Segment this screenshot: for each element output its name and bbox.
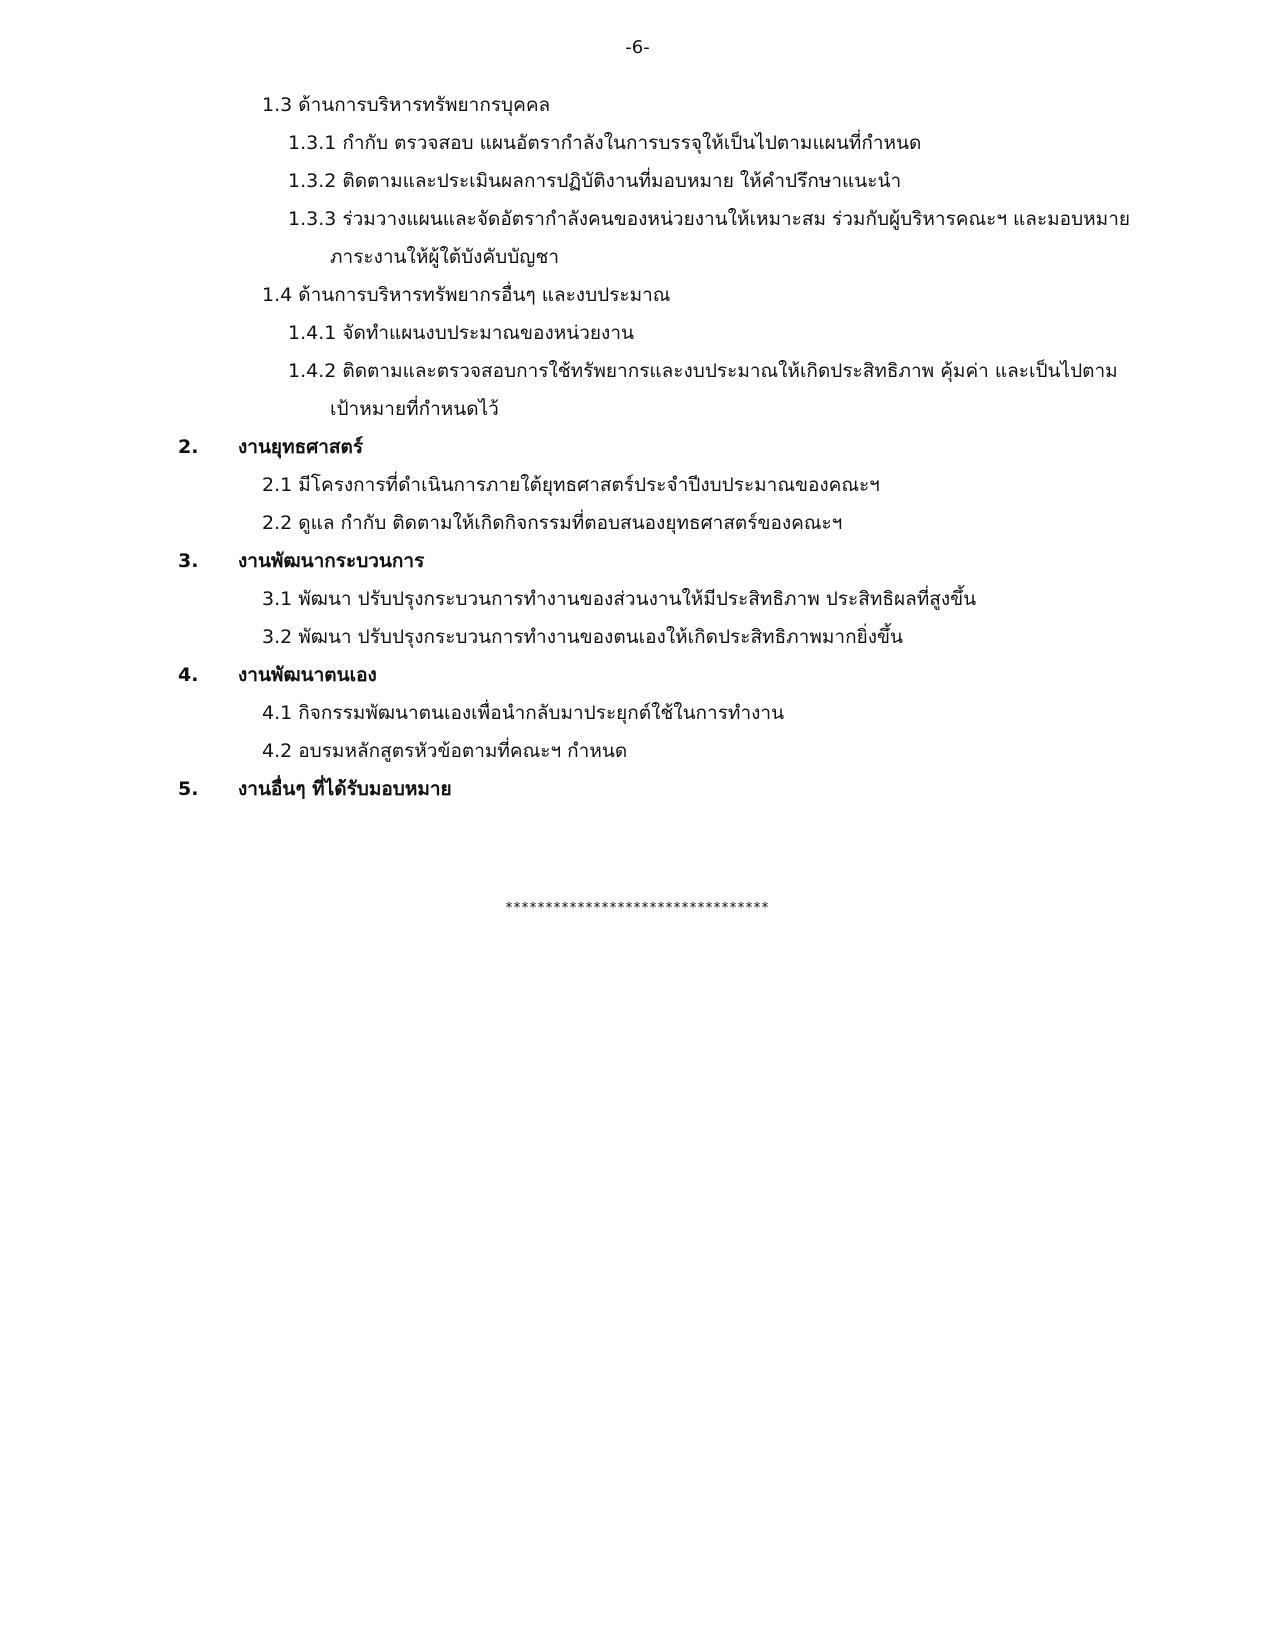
section-5-number: 5. (178, 778, 199, 800)
item-4-1: 4.1 กิจกรรมพัฒนาตนเองเพื่อนำกลับมาประยุกต์ใช้ในการทำงาน (262, 702, 785, 724)
section-3-title: งานพัฒนากระบวนการ (238, 550, 425, 572)
item-1-3-1: 1.3.1 กำกับ ตรวจสอบ แผนอัตรากำลังในการบรรจุให้เป็นไปตามแผนที่กำหนด (288, 132, 922, 154)
item-4-2: 4.2 อบรมหลักสูตรหัวข้อตามที่คณะฯ กำหนด (262, 740, 628, 762)
item-1-4-1: 1.4.1 จัดทำแผนงบประมาณของหน่วยงาน (288, 322, 634, 344)
section-2-number: 2. (178, 436, 199, 458)
item-1-4-2-line-2: เป้าหมายที่กำหนดไว้ (330, 398, 499, 420)
section-3-number: 3. (178, 550, 199, 572)
section-1-4-heading: 1.4 ด้านการบริหารทรัพยากรอื่นๆ และงบประมาณ (262, 284, 671, 306)
section-4-number: 4. (178, 664, 199, 686)
item-1-3-2: 1.3.2 ติดตามและประเมินผลการปฏิบัติงานที่มอบหมาย ให้คำปรึกษาแนะนำ (288, 170, 902, 192)
page-number: -6- (625, 37, 650, 58)
item-1-3-3-line-2: ภาระงานให้ผู้ใต้บังคับบัญชา (330, 246, 560, 268)
section-4-title: งานพัฒนาตนเอง (238, 664, 377, 686)
section-1-3-heading: 1.3 ด้านการบริหารทรัพยากรบุคคล (262, 94, 551, 116)
item-3-1: 3.1 พัฒนา ปรับปรุงกระบวนการทำงานของส่วนงานให้มีประสิทธิภาพ ประสิทธิผลที่สูงขึ้น (262, 588, 977, 610)
item-1-4-2-line-1: 1.4.2 ติดตามและตรวจสอบการใช้ทรัพยากรและงบประมาณให้เกิดประสิทธิภาพ คุ้มค่า และเป็นไปตาม (288, 360, 1118, 382)
item-1-3-3-line-1: 1.3.3 ร่วมวางแผนและจัดอัตรากำลังคนของหน่วยงานให้เหมาะสม ร่วมกับผู้บริหารคณะฯ และมอบหมาย (288, 208, 1131, 230)
item-2-2: 2.2 ดูแล กำกับ ติดตามให้เกิดกิจกรรมที่ตอบสนองยุทธศาสตร์ของคณะฯ (262, 512, 843, 534)
item-2-1: 2.1 มีโครงการที่ดำเนินการภายใต้ยุทธศาสตร์ประจำปีงบประมาณของคณะฯ (262, 474, 880, 496)
section-2-title: งานยุทธศาสตร์ (238, 436, 364, 458)
section-5-title: งานอื่นๆ ที่ได้รับมอบหมาย (238, 778, 452, 800)
end-of-document-marker: ********************************* (505, 900, 770, 916)
item-3-2: 3.2 พัฒนา ปรับปรุงกระบวนการทำงานของตนเองให้เกิดประสิทธิภาพมากยิ่งขึ้น (262, 626, 903, 648)
